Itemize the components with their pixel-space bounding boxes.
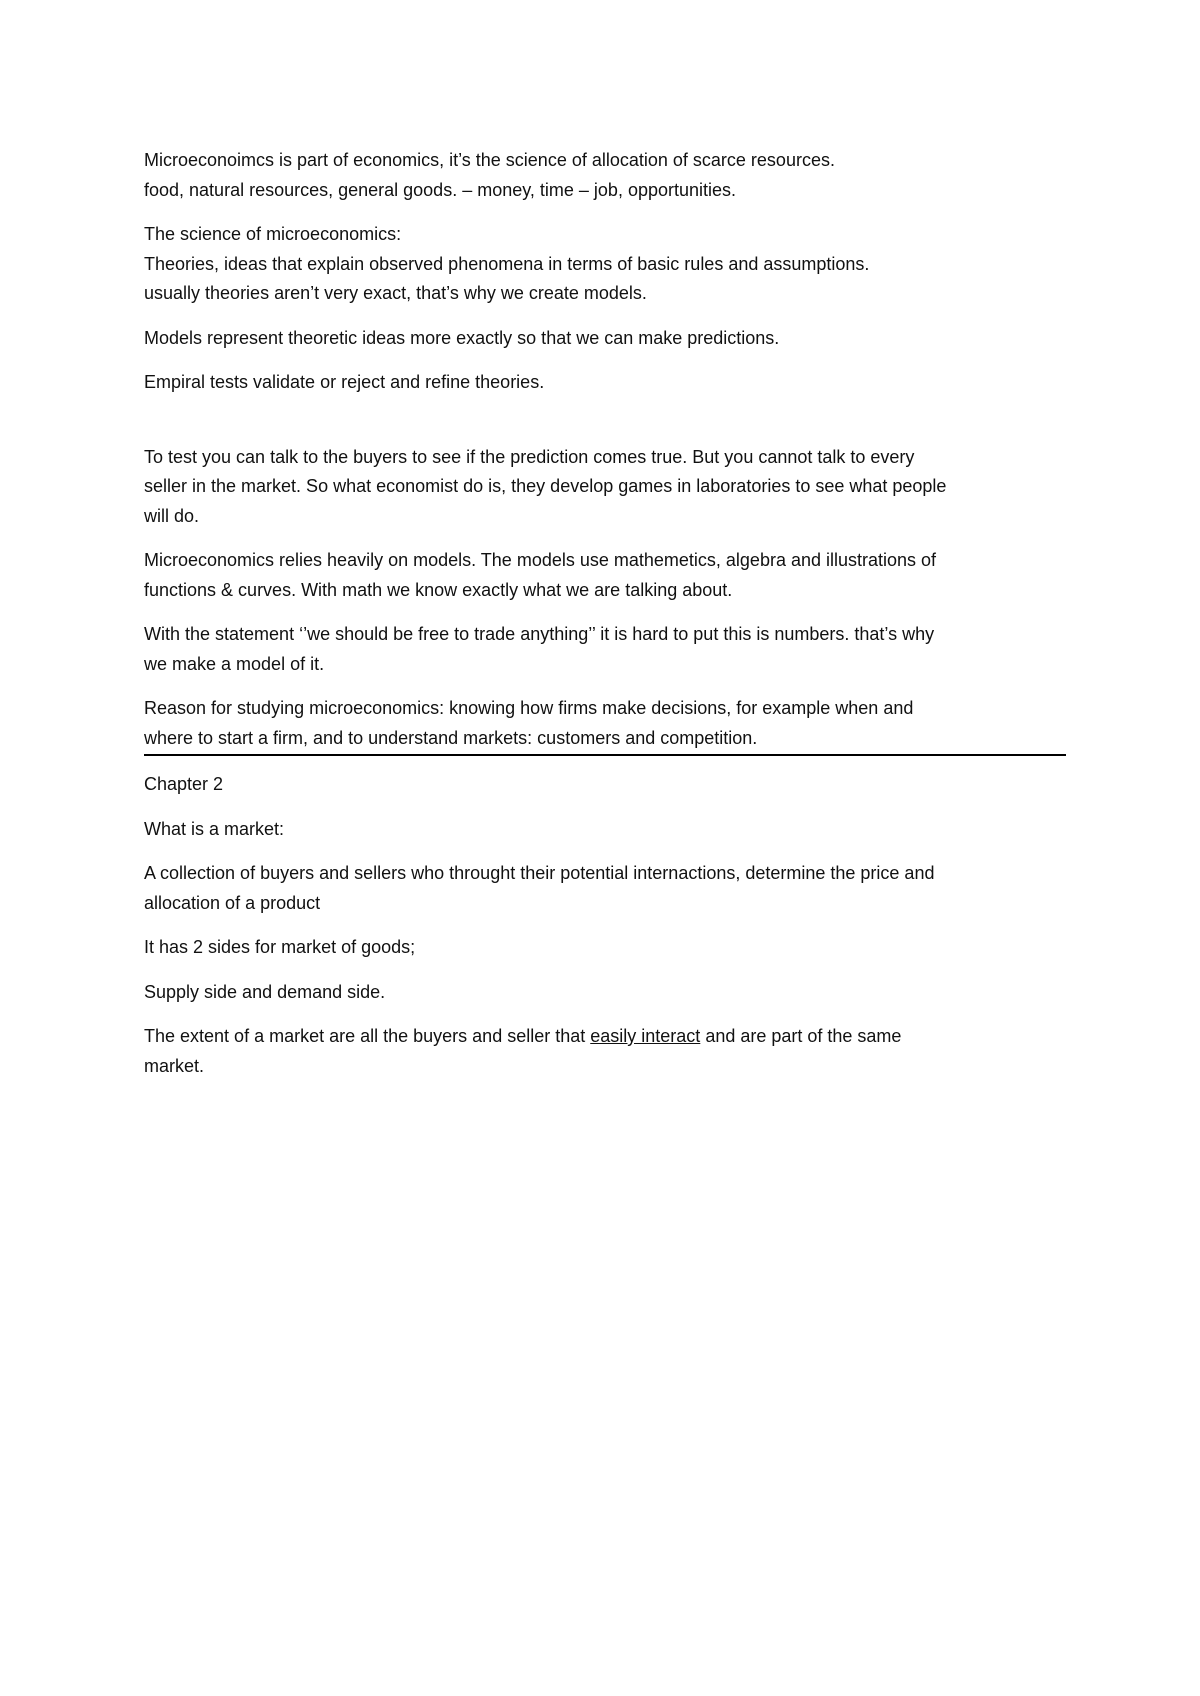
paragraph-statement bbox=[144, 620, 1066, 679]
text-line: Models represent theoretic ideas more exactly so that we can make predictions. bbox=[144, 327, 780, 348]
paragraph-science bbox=[144, 220, 1066, 309]
paragraph-intro bbox=[144, 146, 1066, 205]
paragraph-models bbox=[144, 324, 1066, 354]
paragraph-sides bbox=[144, 933, 1066, 963]
blank-line bbox=[144, 413, 1066, 443]
text-line: Microeconoimcs is part of economics, it’s the science of allocation of scarce resources. bbox=[144, 150, 835, 170]
text-span: The extent of a market are all the buyers and seller that bbox=[144, 1026, 591, 1046]
text-line: A collection of buyers and sellers who throught their potential internactions, determine the price and bbox=[144, 863, 935, 883]
text-line: Empiral tests validate or reject and refine theories. bbox=[144, 372, 545, 392]
paragraph-test bbox=[144, 443, 1066, 532]
text-line: Supply side and demand side. bbox=[144, 981, 386, 1002]
text-line: With the statement ‘’we should be free to trade anything’’ it is hard to put this is numbers. that’s why bbox=[144, 624, 935, 644]
text-line: The science of microeconomics: bbox=[144, 224, 402, 244]
paragraph-question bbox=[144, 815, 1066, 845]
text-line: usually theories aren’t very exact, that’s why we create models. bbox=[144, 283, 647, 303]
text-line: Chapter 2 bbox=[144, 774, 224, 794]
paragraph-empiral bbox=[144, 368, 1066, 398]
text-line: seller in the market. So what economist do is, they develop games in laboratories to see what people bbox=[144, 476, 947, 496]
text-line: food, natural resources, general goods. – money, time – job, opportunities. bbox=[144, 179, 737, 200]
paragraph-extent bbox=[144, 1022, 1066, 1081]
text-line: we make a model of it. bbox=[144, 653, 325, 674]
text-line: will do. bbox=[144, 505, 200, 526]
text-line: allocation of a product bbox=[144, 892, 321, 913]
text-line: What is a market: bbox=[144, 818, 285, 839]
text-line: where to start a firm, and to understand markets: customers and competition. bbox=[144, 727, 758, 748]
text-line: Theories, ideas that explain observed phenomena in terms of basic rules and assumptions. bbox=[144, 253, 870, 274]
text-line: Reason for studying microeconomics: knowing how firms make decisions, for example when and bbox=[144, 698, 914, 718]
text-line: It has 2 sides for market of goods; bbox=[144, 937, 416, 957]
text-span: and are part of the same bbox=[700, 1026, 902, 1046]
text-line: Microeconomics relies heavily on models. The models use mathemetics, algebra and illustrations of bbox=[144, 550, 937, 570]
underlined-text: easily interact bbox=[590, 1026, 701, 1046]
paragraph-supply-demand bbox=[144, 978, 1066, 1008]
paragraph-relies bbox=[144, 546, 1066, 605]
text-line: To test you can talk to the buyers to see if the prediction comes true. But you cannot talk to every bbox=[144, 446, 915, 467]
text-line: functions & curves. With math we know exactly what we are talking about. bbox=[144, 579, 733, 600]
document-body bbox=[144, 146, 1066, 1096]
chapter-heading bbox=[144, 770, 1066, 800]
paragraph-reason bbox=[144, 694, 1066, 756]
paragraph-definition bbox=[144, 859, 1066, 918]
text-line: market. bbox=[144, 1055, 205, 1076]
text-line bbox=[144, 1022, 1066, 1052]
